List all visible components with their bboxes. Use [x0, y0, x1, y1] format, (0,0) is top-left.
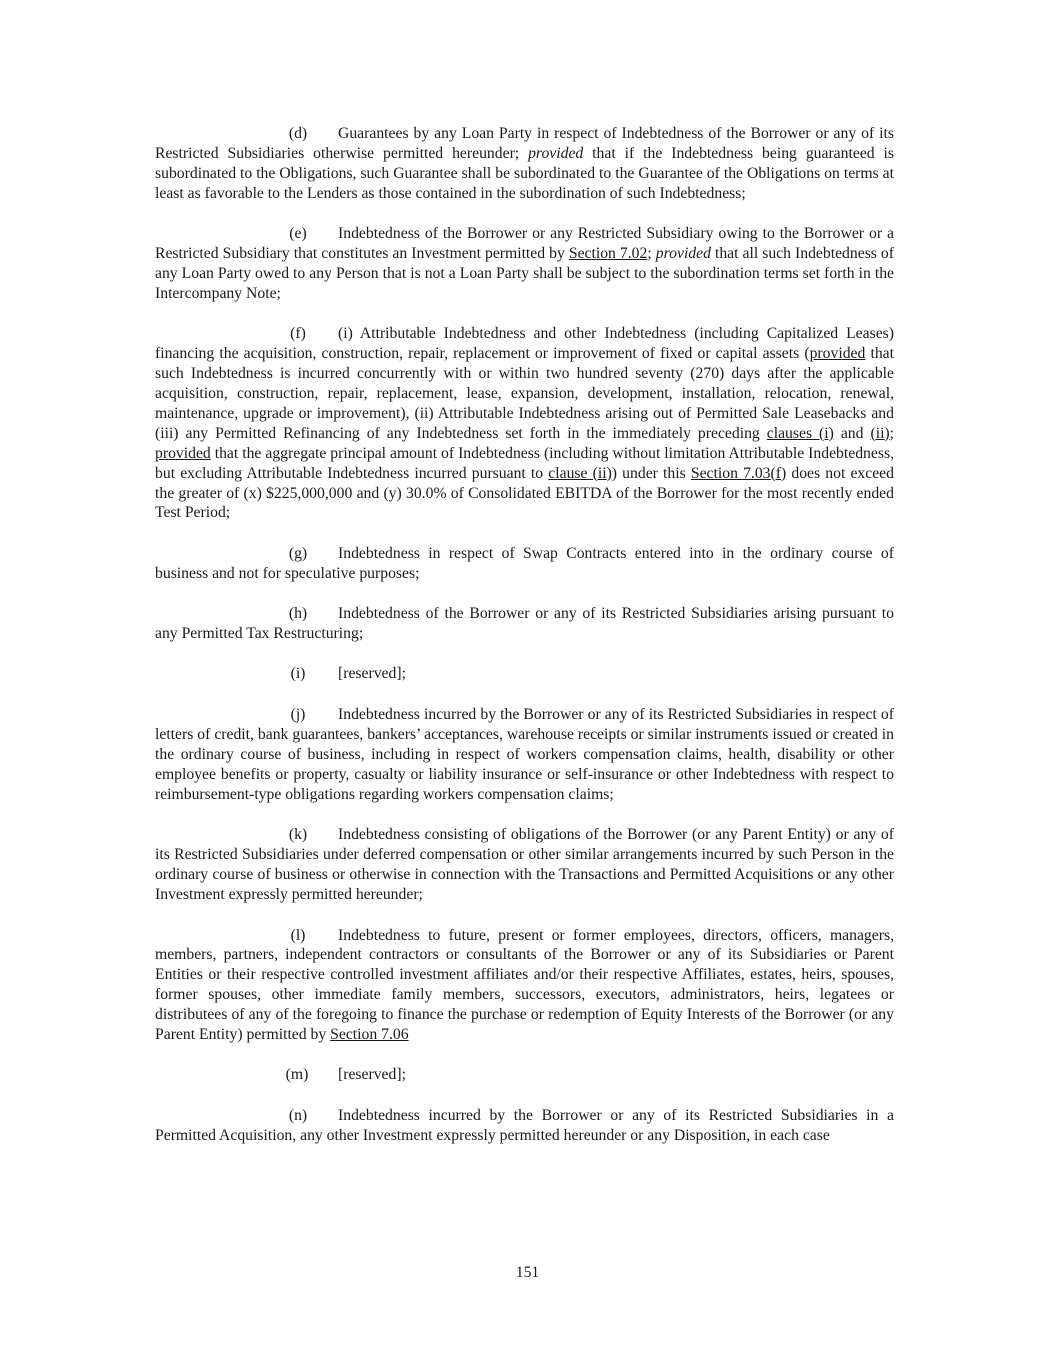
- clause-g: (g) Indebtedness in respect of Swap Contracts entered into in the ordinary course of business and not for speculative purposes;: [155, 544, 894, 582]
- clause-f: (f) (i) Attributable Indebtedness and other Indebtedness (including Capitalized Leases) financing the acquisition, construction, repair, replacement or improvement of fixed or capital assets (provided that such Indebtedness is incurred concurrently with or within two hundred seventy (270) days after the applicable acquisition, construction, repair, replacement, lease, expansion, development, installation, relocation, renewal, maintenance, upgrade or improvement), (ii) Attributable Indebtedness arising out of Permitted Sale Leasebacks and (iii) any Permitted Refinancing of any Indebtedness set forth in the immediately preceding clauses (i) and (ii); provided that the aggregate principal amount of Indebtedness (including without limitation Attributable Indebtedness, but excluding Attributable Indebtedness incurred pursuant to clause (ii)) under this Section 7.03(f) does not exceed the greater of (x) $225,000,000 and (y) 30.0% of Consolidated EBITDA of the Borrower for the most recently ended Test Period;: [155, 325, 895, 522]
- section-reference: Section 7.03(f): [690, 464, 787, 482]
- clause-k: (k) Indebtedness consisting of obligations of the Borrower (or any Parent Entity) or any of its Restricted Subsidiaries under deferred compensation or other similar arrangements incurred by such Person in the ordinary course of business or otherwise in connection with the Transactions and Permitted Acquisitions or any other Investment expressly permitted hereunder;: [155, 826, 894, 904]
- clause-label: (l): [290, 926, 306, 944]
- clause-d: (d) Guarantees by any Loan Party in respect of Indebtedness of the Borrower or any of its Restricted Subsidiaries otherwise permitted hereunder; provided that if the Indebtedness being guaranteed is subordinated to the Obligations, such Guarantee shall be subordinated to the Guarantee of the Obligations on terms at least as favorable to the Lenders as those contained in the subordination of such Indebtedness;: [155, 125, 895, 202]
- document-body: [155, 124, 894, 1167]
- clause-j: (j) Indebtedness incurred by the Borrower or any of its Restricted Subsidiaries in respect of letters of credit, bank guarantees, bankers’ acceptances, warehouse receipts or similar instruments issued or created in the ordinary course of business, including in respect of workers compensation claims, health, disability or other employee benefits or property, casualty or liability insurance or self-insurance or other Indebtedness with respect to reimbursement-type obligations regarding workers compensation claims;: [155, 706, 894, 803]
- clause-h: (h) Indebtedness of the Borrower or any of its Restricted Subsidiaries arising pursuant to any Permitted Tax Restructuring;: [155, 605, 894, 643]
- section-reference: Section 7.02: [568, 245, 648, 263]
- clause-label: (i): [290, 665, 306, 683]
- clause-n: (n) Indebtedness incurred by the Borrower or any of its Restricted Subsidiaries in a Permitted Acquisition, any other Investment expressly permitted hereunder or any Disposition, in each case: [155, 1107, 894, 1145]
- clause-label: (n): [288, 1107, 308, 1125]
- clause-label: (f): [290, 325, 306, 343]
- clause-label: (h): [288, 605, 308, 623]
- clause-label: (e): [289, 225, 307, 243]
- clause-label: (g): [288, 544, 308, 562]
- clause-l: (l) Indebtedness to future, present or former employees, directors, officers, managers, members, partners, independent contractors or consultants of the Borrower or any of its Subsidiaries or Parent Entities or their respective controlled investment affiliates and/or their respective Affiliates, estates, heirs, spouses, former spouses, other immediate family members, successors, executors, administrators, heirs, legatees or distributees of any of the foregoing to finance the purchase or redemption of Equity Interests of the Borrower (or any Parent Entity) permitted by Section 7.06: [155, 926, 894, 1044]
- clause-label: (d): [288, 125, 308, 142]
- clause-reference: clause (ii): [548, 464, 612, 482]
- clause-label: (m): [285, 1066, 309, 1084]
- section-reference: Section 7.06: [330, 1026, 409, 1044]
- clause-reference: clauses (i): [766, 424, 834, 442]
- clause-label: (j): [290, 706, 306, 724]
- clause-label: (k): [288, 826, 308, 844]
- clause-reference: (ii): [870, 424, 890, 442]
- clause-i: (i) [reserved];: [155, 664, 894, 684]
- clause-m: (m) [reserved];: [155, 1065, 894, 1085]
- page-number: 151: [515, 1264, 540, 1281]
- clause-e: (e) Indebtedness of the Borrower or any Restricted Subsidiary owing to the Borrower or a Restricted Subsidiary that constitutes an Investment permitted by Section 7.02; provided that all such Indebtedness of any Loan Party owed to any Person that is not a Loan Party shall be subject to the subordination terms set forth in the Intercompany Note;: [155, 225, 894, 302]
